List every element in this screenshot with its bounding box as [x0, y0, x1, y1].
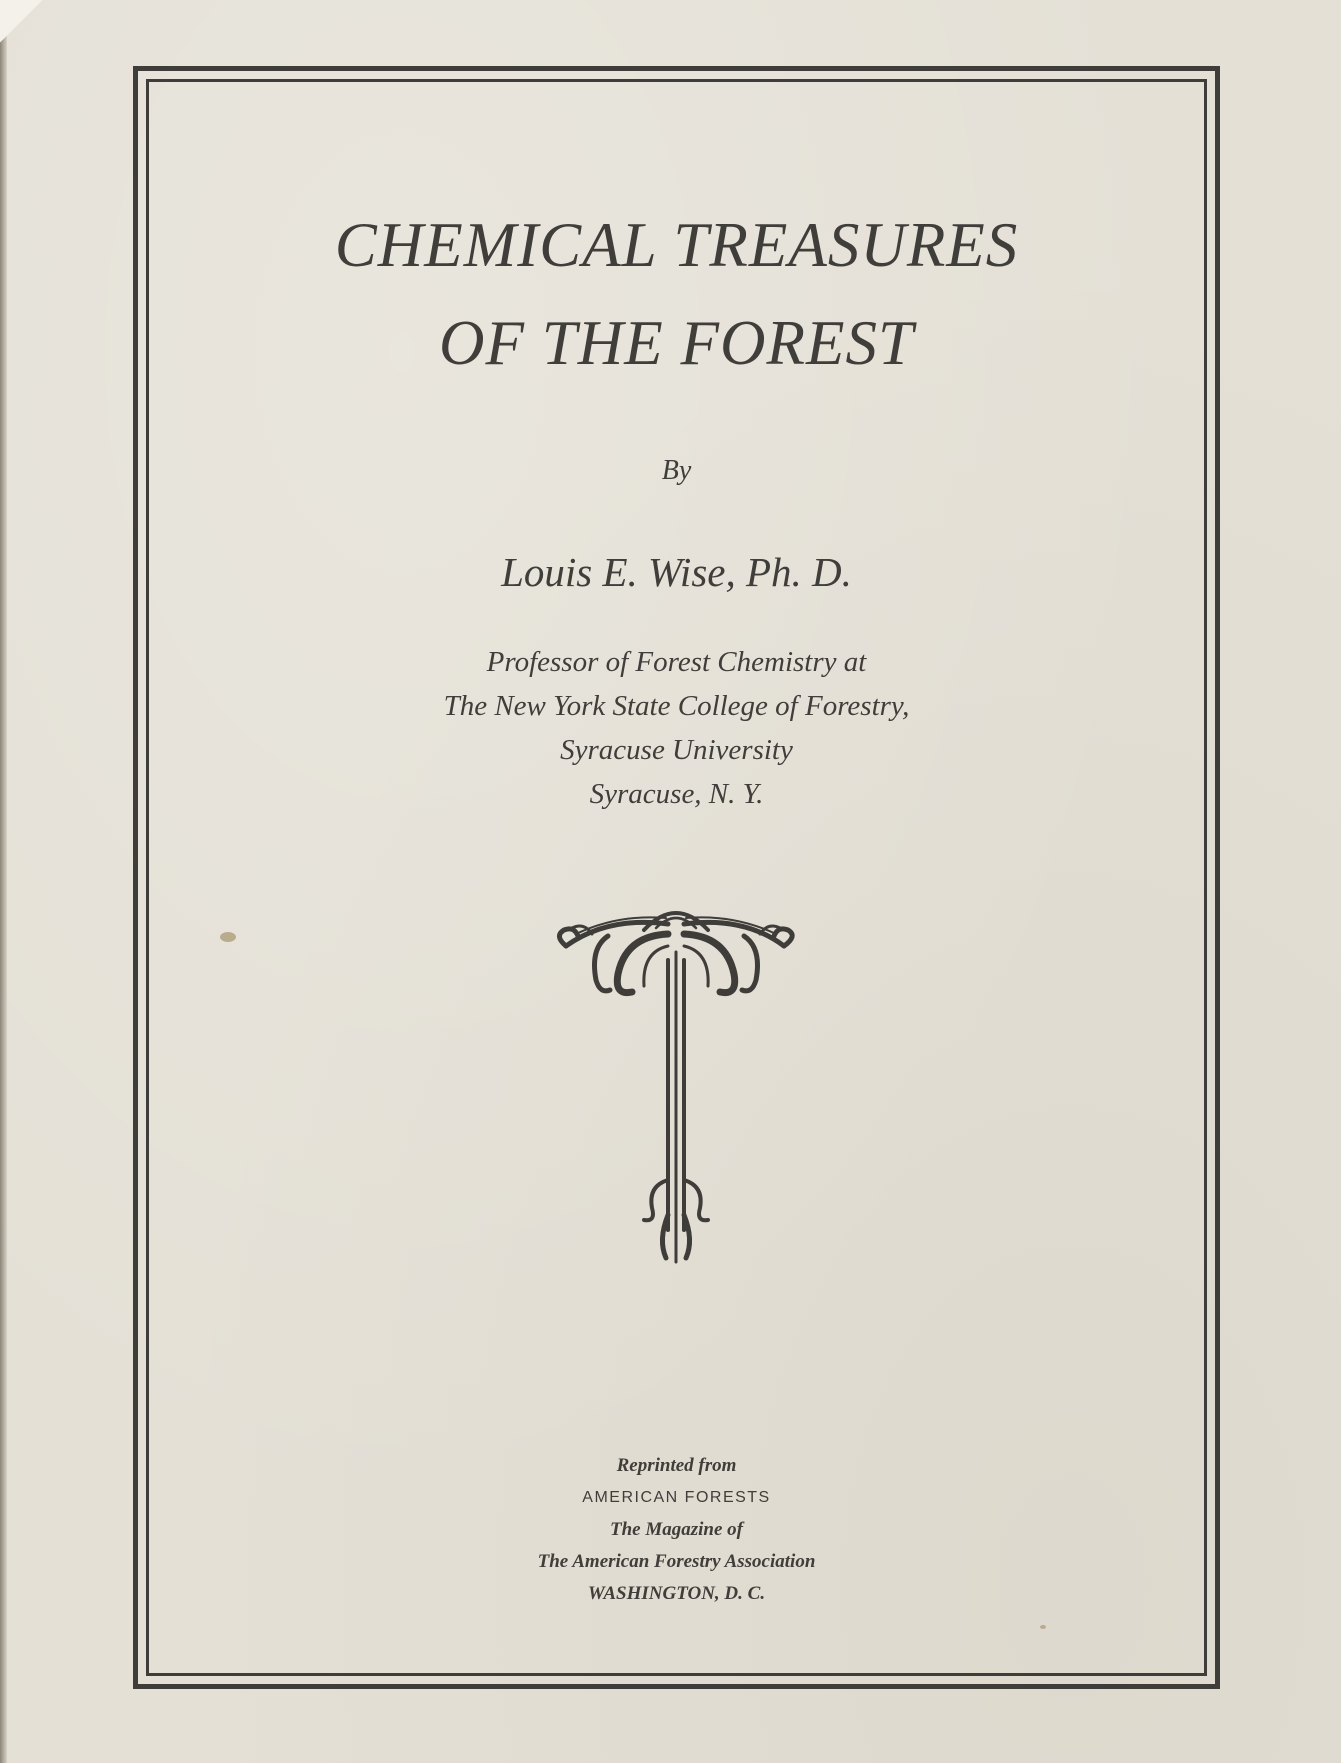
affiliation-line: Syracuse, N. Y.	[589, 778, 764, 810]
paper-stain	[1040, 1625, 1046, 1629]
author-affiliation	[146, 640, 1207, 816]
reprint-notice	[146, 1450, 1207, 1610]
corner-fold	[0, 0, 60, 45]
publisher-name: The American Forestry Association	[537, 1551, 816, 1572]
affiliation-line: Professor of Forest Chemistry at	[486, 646, 867, 678]
page-left-edge	[0, 0, 7, 1763]
reprint-line: The Magazine of	[610, 1519, 743, 1540]
affiliation-line: The New York State College of Forestry,	[443, 690, 910, 722]
author-name: Louis E. Wise, Ph. D.	[501, 549, 852, 595]
title-line-2: OF THE FOREST	[439, 308, 914, 378]
art-nouveau-tree-ornament-icon	[548, 890, 804, 1270]
publisher-location: WASHINGTON, D. C.	[587, 1583, 766, 1604]
magazine-name: AMERICAN FORESTS	[582, 1489, 771, 1506]
by-label: By	[661, 455, 692, 486]
title-line-1: CHEMICAL TREASURES	[334, 210, 1019, 280]
paper-stain	[220, 932, 236, 942]
affiliation-line: Syracuse University	[560, 734, 793, 766]
reprint-line: Reprinted from	[616, 1455, 737, 1476]
document-title	[146, 196, 1207, 392]
